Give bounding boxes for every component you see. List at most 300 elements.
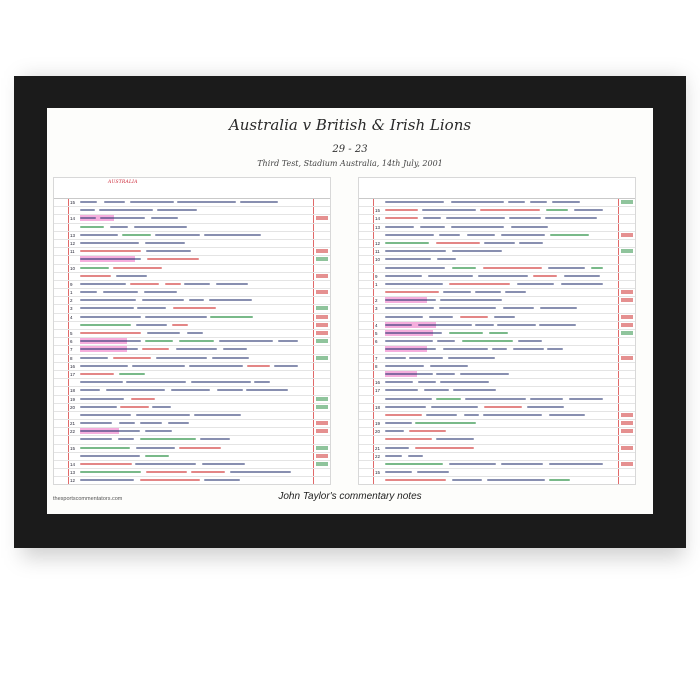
handwriting-stroke — [429, 316, 453, 318]
row-right-margin — [313, 314, 314, 321]
handwriting-stroke — [483, 267, 542, 269]
row-right-margin — [618, 305, 619, 312]
row-number: 4 — [70, 314, 73, 320]
row-right-margin — [313, 469, 314, 476]
handwriting-stroke — [449, 463, 496, 465]
row-number: 16 — [375, 380, 381, 386]
row-right-margin — [618, 461, 619, 468]
margin-note — [316, 356, 328, 360]
margin-note — [316, 429, 328, 433]
row-right-margin — [313, 330, 314, 337]
row-right-margin — [313, 207, 314, 214]
notes-row — [359, 428, 635, 436]
handwriting-stroke — [480, 209, 540, 211]
handwriting-stroke — [145, 316, 206, 318]
notes-row — [54, 338, 330, 346]
row-margin — [359, 281, 374, 288]
notes-row — [54, 289, 330, 297]
notes-row — [359, 224, 635, 232]
margin-note — [621, 429, 633, 433]
row-margin — [359, 379, 374, 386]
margin-note — [316, 274, 328, 278]
handwriting-stroke — [116, 275, 148, 277]
handwriting-stroke — [446, 217, 505, 219]
row-margin — [54, 355, 69, 362]
margin-note — [621, 413, 633, 417]
handwriting-stroke — [152, 406, 171, 408]
notes-row — [359, 396, 635, 404]
handwriting-stroke — [549, 414, 585, 416]
row-margin — [359, 273, 374, 280]
row-margin — [54, 273, 69, 280]
row-margin — [359, 420, 374, 427]
handwriting-stroke — [437, 258, 456, 260]
row-right-margin — [618, 371, 619, 378]
handwriting-stroke — [177, 201, 236, 203]
margin-note — [316, 339, 328, 343]
row-margin — [54, 199, 69, 206]
margin-note — [316, 323, 328, 327]
row-number: 1 — [375, 281, 378, 287]
website-credit: thesportscommentators.com — [53, 496, 123, 502]
row-right-margin — [313, 420, 314, 427]
handwriting-stroke — [552, 201, 580, 203]
notes-row — [359, 420, 635, 428]
notes-row — [359, 314, 635, 322]
row-number: 11 — [70, 249, 75, 255]
handwriting-stroke — [145, 455, 169, 457]
notes-row — [54, 314, 330, 322]
handwriting-stroke — [385, 365, 424, 367]
row-margin — [54, 412, 69, 419]
handwriting-stroke — [189, 299, 204, 301]
notes-row — [359, 240, 635, 248]
sheet-header — [359, 178, 635, 199]
row-number: 14 — [70, 216, 76, 222]
row-margin — [359, 224, 374, 231]
row-number: 18 — [70, 388, 76, 394]
handwriting-stroke — [113, 357, 152, 359]
handwriting-stroke — [80, 242, 139, 244]
notes-row — [54, 436, 330, 444]
row-right-margin — [618, 248, 619, 255]
handwriting-stroke — [517, 283, 555, 285]
row-right-margin — [618, 428, 619, 435]
handwriting-stroke — [80, 275, 111, 277]
row-number: 14 — [70, 462, 76, 467]
notes-row — [54, 297, 330, 305]
row-right-margin — [618, 396, 619, 403]
margin-note — [621, 323, 633, 327]
margin-note — [316, 290, 328, 294]
row-margin — [359, 371, 374, 378]
handwriting-stroke — [505, 291, 526, 293]
handwriting-stroke — [202, 463, 245, 465]
notes-row — [359, 305, 635, 313]
row-number: 8 — [375, 363, 378, 369]
handwriting-stroke — [475, 291, 501, 293]
handwriting-stroke — [385, 226, 414, 228]
handwriting-stroke — [539, 324, 575, 326]
row-margin — [359, 305, 374, 312]
handwriting-stroke — [119, 422, 136, 424]
row-number: 19 — [375, 421, 381, 427]
handwriting-stroke — [151, 217, 178, 219]
row-number: 2 — [70, 298, 73, 304]
handwriting-stroke — [130, 201, 174, 203]
margin-note — [316, 315, 328, 319]
handwriting-stroke — [194, 414, 241, 416]
handwriting-stroke — [385, 398, 432, 400]
row-right-margin — [313, 232, 314, 239]
row-margin — [359, 363, 374, 370]
handwriting-stroke — [385, 471, 412, 473]
margin-note — [621, 315, 633, 319]
row-number: 12 — [70, 478, 76, 484]
row-margin — [359, 289, 374, 296]
row-right-margin — [313, 396, 314, 403]
row-right-margin — [618, 240, 619, 247]
row-number: 2 — [375, 298, 378, 304]
handwriting-stroke — [443, 348, 488, 350]
handwriting-stroke — [179, 447, 221, 449]
row-margin — [54, 363, 69, 370]
row-right-margin — [313, 404, 314, 411]
row-right-margin — [618, 265, 619, 272]
handwriting-stroke — [424, 389, 449, 391]
handwriting-stroke — [172, 324, 188, 326]
handwriting-stroke — [439, 307, 496, 309]
handwriting-stroke — [436, 438, 474, 440]
row-margin — [54, 207, 69, 214]
notes-row — [359, 412, 635, 420]
handwriting-stroke — [187, 332, 204, 334]
row-margin — [54, 436, 69, 443]
notes-row — [54, 453, 330, 461]
row-right-margin — [313, 453, 314, 460]
handwriting-stroke — [165, 283, 181, 285]
notes-sheet-right — [358, 177, 636, 485]
handwriting-stroke — [103, 291, 139, 293]
notes-row — [54, 322, 330, 330]
handwriting-stroke — [385, 447, 409, 449]
handwriting-stroke — [136, 447, 175, 449]
handwriting-stroke — [155, 234, 200, 236]
row-margin — [54, 396, 69, 403]
row-number: 15 — [70, 200, 76, 205]
notes-row — [54, 224, 330, 232]
handwriting-stroke — [80, 340, 141, 342]
notes-row — [359, 461, 635, 469]
handwriting-stroke — [564, 275, 600, 277]
row-margin — [54, 420, 69, 427]
poster-mat — [47, 108, 653, 514]
row-right-margin — [313, 322, 314, 329]
handwriting-stroke — [494, 316, 515, 318]
handwriting-stroke — [451, 201, 504, 203]
notes-row — [359, 404, 635, 412]
handwriting-stroke — [420, 226, 445, 228]
handwriting-stroke — [80, 365, 128, 367]
row-margin — [359, 355, 374, 362]
notes-row — [359, 215, 635, 223]
row-margin — [54, 371, 69, 378]
handwriting-stroke — [147, 332, 180, 334]
handwriting-stroke — [431, 406, 477, 408]
handwriting-stroke — [423, 217, 441, 219]
row-number: 13 — [375, 224, 381, 230]
handwriting-stroke — [440, 381, 490, 383]
handwriting-stroke — [549, 463, 603, 465]
notes-row — [54, 469, 330, 477]
handwriting-stroke — [385, 324, 412, 326]
handwriting-stroke — [452, 267, 477, 269]
handwriting-stroke — [157, 209, 198, 211]
row-right-margin — [313, 289, 314, 296]
handwriting-stroke — [168, 422, 189, 424]
row-number: 21 — [70, 421, 76, 427]
row-margin — [359, 265, 374, 272]
handwriting-stroke — [385, 242, 429, 244]
row-right-margin — [618, 420, 619, 427]
handwriting-stroke — [80, 479, 134, 481]
handwriting-stroke — [540, 307, 577, 309]
handwriting-stroke — [80, 463, 132, 465]
margin-note — [316, 405, 328, 409]
handwriting-stroke — [437, 340, 455, 342]
row-right-margin — [313, 297, 314, 304]
handwriting-stroke — [448, 357, 495, 359]
row-right-margin — [313, 355, 314, 362]
handwriting-stroke — [549, 479, 571, 481]
handwriting-stroke — [80, 438, 112, 440]
row-margin — [359, 240, 374, 247]
handwriting-stroke — [80, 332, 141, 334]
handwriting-stroke — [147, 258, 199, 260]
handwriting-stroke — [385, 316, 423, 318]
handwriting-stroke — [110, 226, 128, 228]
notes-row — [359, 477, 635, 485]
notes-row — [359, 273, 635, 281]
row-number: 15 — [375, 470, 381, 476]
row-margin — [54, 428, 69, 435]
notes-row — [359, 297, 635, 305]
margin-note — [316, 454, 328, 458]
handwriting-stroke — [80, 291, 97, 293]
handwriting-stroke — [106, 389, 165, 391]
handwriting-stroke — [80, 406, 117, 408]
handwriting-stroke — [118, 438, 134, 440]
row-margin — [54, 469, 69, 476]
handwriting-stroke — [171, 389, 210, 391]
row-right-margin — [618, 207, 619, 214]
row-number: 8 — [70, 355, 73, 361]
row-right-margin — [618, 436, 619, 443]
row-number: 16 — [70, 363, 76, 369]
handwriting-stroke — [385, 406, 426, 408]
row-number: 20 — [375, 429, 381, 435]
row-margin — [359, 477, 374, 484]
row-right-margin — [618, 215, 619, 222]
handwriting-stroke — [430, 365, 468, 367]
row-margin — [54, 314, 69, 321]
handwriting-stroke — [80, 316, 141, 318]
handwriting-stroke — [385, 258, 431, 260]
handwriting-stroke — [80, 422, 112, 424]
row-right-margin — [618, 346, 619, 353]
handwriting-stroke — [132, 365, 185, 367]
handwriting-stroke — [191, 471, 225, 473]
handwriting-stroke — [145, 340, 173, 342]
notes-row — [359, 371, 635, 379]
row-margin — [359, 248, 374, 255]
handwriting-stroke — [210, 316, 253, 318]
handwriting-stroke — [464, 414, 480, 416]
notes-sheet-left — [53, 177, 331, 485]
row-margin — [54, 297, 69, 304]
row-number: 17 — [70, 371, 76, 377]
notes-row — [359, 199, 635, 207]
row-margin — [359, 445, 374, 452]
row-margin — [359, 232, 374, 239]
row-number: 12 — [375, 240, 381, 246]
handwriting-stroke — [440, 299, 502, 301]
handwriting-stroke — [140, 422, 162, 424]
handwriting-stroke — [489, 332, 508, 334]
handwriting-stroke — [104, 201, 125, 203]
row-number: 9 — [375, 273, 378, 279]
handwriting-stroke — [80, 414, 131, 416]
row-right-margin — [618, 330, 619, 337]
handwriting-stroke — [122, 234, 151, 236]
handwriting-stroke — [511, 226, 548, 228]
margin-note — [621, 249, 633, 253]
handwriting-stroke — [99, 209, 153, 211]
row-margin — [359, 436, 374, 443]
handwriting-stroke — [467, 234, 495, 236]
margin-note — [316, 306, 328, 310]
row-right-margin — [313, 412, 314, 419]
row-margin — [54, 346, 69, 353]
row-number: 11 — [375, 249, 380, 255]
row-right-margin — [313, 338, 314, 345]
row-right-margin — [313, 281, 314, 288]
row-margin — [359, 199, 374, 206]
handwriting-stroke — [120, 406, 149, 408]
margin-note — [621, 298, 633, 302]
handwriting-stroke — [487, 479, 545, 481]
handwriting-stroke — [519, 242, 543, 244]
notes-row — [54, 461, 330, 469]
row-right-margin — [313, 199, 314, 206]
handwriting-stroke — [548, 267, 585, 269]
handwriting-stroke — [140, 438, 196, 440]
notes-row — [359, 265, 635, 273]
handwriting-stroke — [80, 299, 136, 301]
handwriting-stroke — [462, 340, 514, 342]
notes-row — [54, 256, 330, 264]
row-number: 13 — [70, 232, 76, 238]
handwriting-stroke — [385, 250, 446, 252]
handwriting-stroke — [385, 234, 434, 236]
row-margin — [54, 232, 69, 239]
row-margin — [54, 477, 69, 484]
handwriting-stroke — [80, 234, 118, 236]
notes-row — [359, 330, 635, 338]
row-margin — [359, 396, 374, 403]
row-right-margin — [313, 477, 314, 484]
notes-row — [359, 363, 635, 371]
row-margin — [54, 240, 69, 247]
row-right-margin — [618, 387, 619, 394]
sheet-heading: AUSTRALIA — [108, 180, 138, 185]
handwriting-stroke — [501, 463, 543, 465]
handwriting-stroke — [417, 471, 449, 473]
notes-row — [54, 420, 330, 428]
row-margin — [54, 330, 69, 337]
handwriting-stroke — [254, 381, 270, 383]
handwriting-stroke — [591, 267, 603, 269]
handwriting-stroke — [451, 226, 504, 228]
handwriting-stroke — [509, 217, 540, 219]
row-number: 18 — [375, 404, 381, 410]
handwriting-stroke — [80, 430, 140, 432]
notes-row — [54, 371, 330, 379]
handwriting-stroke — [247, 365, 270, 367]
notes-row — [359, 379, 635, 387]
handwriting-stroke — [547, 348, 563, 350]
row-right-margin — [618, 289, 619, 296]
handwriting-stroke — [156, 357, 207, 359]
margin-note — [316, 216, 328, 220]
handwriting-stroke — [409, 430, 447, 432]
margin-note — [316, 257, 328, 261]
row-number: 22 — [70, 429, 76, 435]
poster-caption: John Taylor's commentary notes — [278, 491, 422, 502]
handwriting-stroke — [80, 357, 108, 359]
notes-row — [54, 305, 330, 313]
handwriting-stroke — [142, 299, 184, 301]
row-margin — [54, 256, 69, 263]
notes-row — [54, 346, 330, 354]
row-right-margin — [313, 445, 314, 452]
handwriting-stroke — [126, 381, 186, 383]
row-number: 20 — [70, 404, 76, 410]
handwriting-stroke — [146, 250, 191, 252]
handwriting-stroke — [134, 226, 187, 228]
handwriting-stroke — [80, 209, 95, 211]
row-number: 7 — [70, 347, 73, 353]
handwriting-stroke — [80, 389, 100, 391]
row-margin — [54, 379, 69, 386]
row-margin — [54, 387, 69, 394]
row-number: 9 — [70, 281, 73, 287]
row-margin — [54, 224, 69, 231]
handwriting-stroke — [80, 447, 130, 449]
row-right-margin — [618, 224, 619, 231]
handwriting-stroke — [436, 373, 455, 375]
sheet-header — [54, 178, 330, 199]
row-number: 14 — [375, 216, 381, 222]
handwriting-stroke — [518, 340, 541, 342]
handwriting-stroke — [513, 348, 544, 350]
row-right-margin — [618, 477, 619, 484]
row-number: 4 — [375, 322, 378, 328]
handwriting-stroke — [449, 332, 483, 334]
handwriting-stroke — [137, 307, 166, 309]
notes-row — [359, 387, 635, 395]
handwriting-stroke — [385, 275, 422, 277]
